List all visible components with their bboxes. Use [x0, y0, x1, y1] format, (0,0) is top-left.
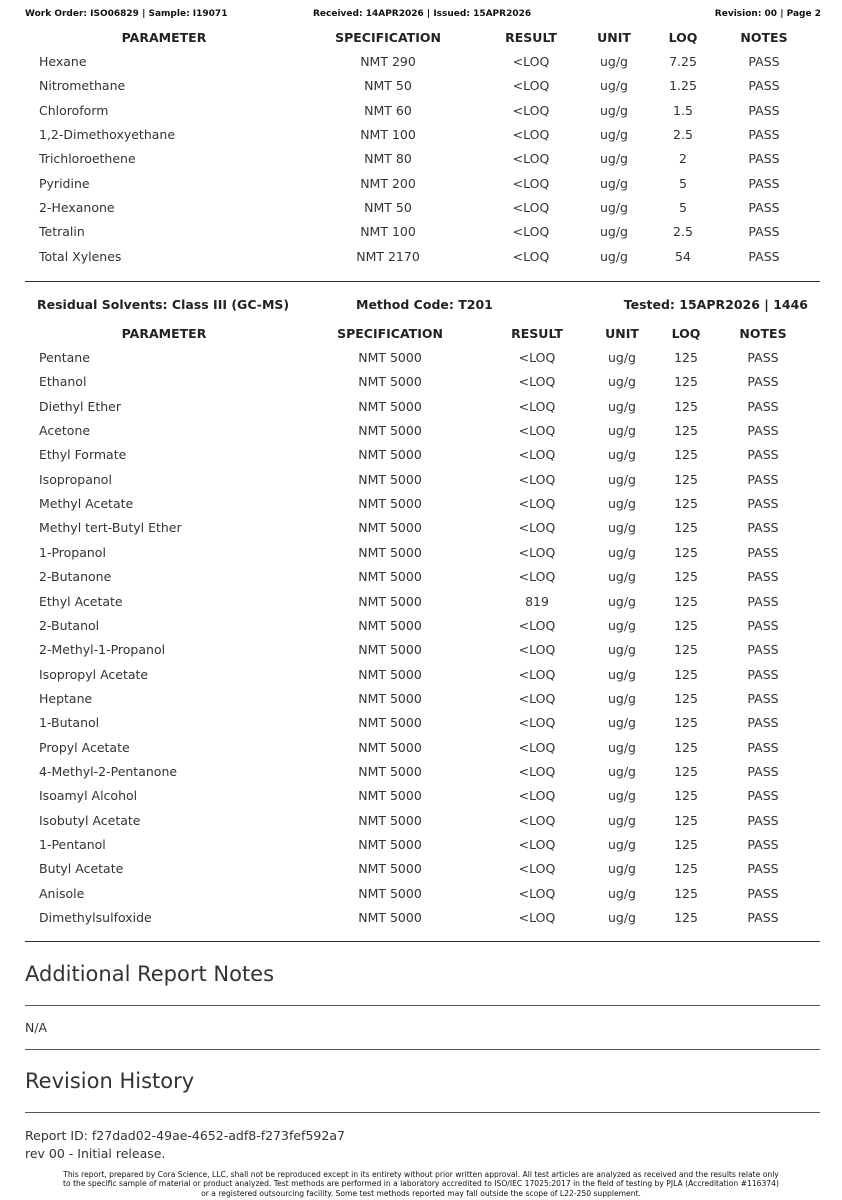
notes-body: N/A	[25, 1020, 48, 1035]
specification-cell: NMT 5000	[358, 910, 422, 926]
loq-cell: 125	[674, 593, 698, 609]
method-code: Method Code: T201	[356, 297, 493, 312]
unit-cell: ug/g	[599, 175, 629, 191]
loq-cell: 1.5	[673, 102, 693, 118]
parameter-cell: Chloroform	[39, 102, 109, 118]
parameter-cell: Ethyl Acetate	[39, 593, 123, 609]
notes-cell: PASS	[747, 447, 779, 463]
col-parameter: PARAMETER	[121, 30, 207, 45]
result-cell: <LOQ	[518, 544, 556, 560]
loq-cell: 5	[679, 175, 687, 191]
parameter-cell: 1-Propanol	[39, 544, 106, 560]
table-row	[0, 496, 842, 516]
loq-cell: 125	[674, 763, 698, 779]
unit-cell: ug/g	[607, 520, 637, 536]
notes-cell: PASS	[747, 715, 779, 731]
specification-cell: NMT 5000	[358, 861, 422, 877]
table-row	[0, 200, 842, 220]
specification-cell: NMT 5000	[358, 350, 422, 365]
loq-cell: 125	[674, 350, 698, 365]
unit-cell: ug/g	[599, 224, 629, 240]
table-row	[0, 127, 842, 147]
loq-cell: 54	[675, 248, 691, 264]
result-cell: 819	[525, 593, 549, 609]
parameter-cell: Isobutyl Acetate	[39, 812, 141, 828]
unit-cell: ug/g	[607, 642, 637, 658]
table-row	[0, 423, 842, 443]
specification-cell: NMT 80	[364, 151, 412, 167]
notes-cell: PASS	[747, 423, 779, 439]
parameter-cell: 2-Methyl-1-Propanol	[39, 642, 166, 658]
specification-cell: NMT 100	[360, 224, 416, 240]
parameter-cell: 2-Hexanone	[39, 200, 115, 216]
notes-cell: PASS	[747, 617, 779, 633]
table-row	[0, 691, 842, 711]
unit-cell: ug/g	[607, 788, 637, 804]
parameter-cell: Hexane	[39, 54, 87, 69]
unit-cell: ug/g	[607, 715, 637, 731]
specification-cell: NMT 5000	[358, 885, 422, 901]
unit-cell: ug/g	[607, 837, 637, 852]
loq-cell: 125	[674, 569, 698, 585]
col-parameter: PARAMETER	[121, 326, 207, 341]
result-cell: <LOQ	[518, 520, 556, 536]
unit-cell: ug/g	[607, 617, 637, 633]
unit-cell: ug/g	[607, 666, 637, 682]
parameter-cell: Total Xylenes	[39, 248, 122, 264]
loq-cell: 125	[674, 423, 698, 439]
loq-cell: 125	[674, 861, 698, 877]
loq-cell: 125	[674, 520, 698, 536]
parameter-cell: Pyridine	[39, 175, 90, 191]
parameter-cell: Anisole	[39, 885, 85, 901]
table-row	[0, 886, 842, 906]
result-cell: <LOQ	[512, 151, 550, 167]
unit-cell: ug/g	[607, 569, 637, 585]
result-cell: <LOQ	[518, 496, 556, 512]
loq-cell: 125	[674, 374, 698, 390]
result-cell: <LOQ	[518, 885, 556, 901]
table-row	[0, 861, 842, 881]
parameter-cell: Isopropanol	[39, 471, 112, 487]
parameter-cell: 1-Butanol	[39, 715, 100, 731]
unit-cell: ug/g	[599, 248, 629, 264]
notes-cell: PASS	[747, 666, 779, 682]
parameter-cell: Heptane	[39, 690, 93, 706]
table-row	[0, 667, 842, 687]
parameter-cell: Methyl Acetate	[39, 496, 134, 512]
notes-cell: PASS	[747, 520, 779, 536]
parameter-cell: Ethanol	[39, 374, 87, 390]
table-row	[0, 447, 842, 467]
notes-cell: PASS	[747, 350, 779, 365]
notes-cell: PASS	[747, 593, 779, 609]
notes-cell: PASS	[747, 812, 779, 828]
unit-cell: ug/g	[607, 350, 637, 365]
notes-cell: PASS	[748, 224, 780, 240]
unit-cell: ug/g	[599, 78, 629, 94]
result-cell: <LOQ	[512, 224, 550, 240]
result-cell: <LOQ	[518, 666, 556, 682]
table-row	[0, 715, 842, 735]
parameter-cell: Isoamyl Alcohol	[39, 788, 138, 804]
result-cell: <LOQ	[518, 910, 556, 926]
unit-cell: ug/g	[607, 910, 637, 926]
table-row	[0, 618, 842, 638]
col-specification: SPECIFICATION	[335, 30, 441, 45]
specification-cell: NMT 2170	[356, 248, 420, 264]
legal-footer	[20, 1170, 822, 1198]
notes-cell: PASS	[747, 398, 779, 414]
specification-cell: NMT 5000	[358, 788, 422, 804]
parameter-cell: Trichloroethene	[39, 151, 136, 167]
parameter-cell: Nitromethane	[39, 78, 126, 94]
parameter-cell: 1-Pentanol	[39, 837, 106, 852]
notes-cell: PASS	[748, 200, 780, 216]
specification-cell: NMT 5000	[358, 471, 422, 487]
col-result: RESULT	[505, 30, 557, 45]
notes-cell: PASS	[747, 471, 779, 487]
parameter-cell: Tetralin	[39, 224, 85, 240]
col-loq: LOQ	[668, 30, 698, 45]
unit-cell: ug/g	[607, 593, 637, 609]
revision-divider	[25, 1112, 820, 1113]
unit-cell: ug/g	[607, 812, 637, 828]
result-cell: <LOQ	[518, 374, 556, 390]
table-row	[0, 224, 842, 244]
specification-cell: NMT 5000	[358, 617, 422, 633]
notes-cell: PASS	[747, 690, 779, 706]
notes-cell: PASS	[748, 78, 780, 94]
parameter-cell: Isopropyl Acetate	[39, 666, 149, 682]
table-row	[0, 545, 842, 565]
unit-cell: ug/g	[607, 544, 637, 560]
specification-cell: NMT 5000	[358, 837, 422, 852]
parameter-cell: Propyl Acetate	[39, 739, 130, 755]
loq-cell: 125	[674, 617, 698, 633]
parameter-cell: 4-Methyl-2-Pentanone	[39, 763, 178, 779]
section-divider	[25, 281, 820, 282]
parameter-cell: Methyl tert-Butyl Ether	[39, 520, 182, 536]
notes-cell: PASS	[747, 569, 779, 585]
unit-cell: ug/g	[599, 102, 629, 118]
loq-cell: 125	[674, 788, 698, 804]
notes-cell: PASS	[747, 885, 779, 901]
result-cell: <LOQ	[518, 423, 556, 439]
notes-cell: PASS	[747, 861, 779, 877]
notes-cell: PASS	[747, 788, 779, 804]
table-row	[0, 350, 842, 370]
specification-cell: NMT 200	[360, 175, 416, 191]
dates-header: Received: 14APR2026 | Issued: 15APR2026	[313, 9, 532, 19]
notes-cell: PASS	[747, 763, 779, 779]
loq-cell: 125	[674, 642, 698, 658]
notes-cell: PASS	[747, 544, 779, 560]
table-row	[0, 594, 842, 614]
result-cell: <LOQ	[512, 248, 550, 264]
loq-cell: 2.5	[673, 224, 693, 240]
tested-date: Tested: 15APR2026 | 1446	[623, 297, 808, 312]
notes-cell: PASS	[748, 175, 780, 191]
specification-cell: NMT 5000	[358, 763, 422, 779]
specification-cell: NMT 50	[364, 200, 412, 216]
notes-cell: PASS	[747, 739, 779, 755]
specification-cell: NMT 5000	[358, 496, 422, 512]
specification-cell: NMT 5000	[358, 739, 422, 755]
unit-cell: ug/g	[607, 423, 637, 439]
parameter-cell: Diethyl Ether	[39, 398, 122, 414]
specification-cell: NMT 5000	[358, 544, 422, 560]
unit-cell: ug/g	[607, 885, 637, 901]
result-cell: <LOQ	[518, 398, 556, 414]
table-row	[0, 374, 842, 394]
result-cell: <LOQ	[518, 350, 556, 365]
specification-cell: NMT 5000	[358, 666, 422, 682]
notes-cell: PASS	[748, 102, 780, 118]
parameter-cell: Dimethylsulfoxide	[39, 910, 152, 926]
unit-cell: ug/g	[607, 739, 637, 755]
specification-cell: NMT 100	[360, 127, 416, 143]
result-cell: <LOQ	[512, 200, 550, 216]
specification-cell: NMT 5000	[358, 423, 422, 439]
footer-line: to the specific sample of material or product analyzed. Test methods are performed in a laboratory accredited to ISO/IEC 17025:2017 in the field of testing by PJLA (Accreditation #116374)	[63, 1179, 779, 1189]
loq-cell: 7.25	[669, 54, 697, 69]
unit-cell: ug/g	[607, 447, 637, 463]
table-row	[0, 399, 842, 419]
footer-line: This report, prepared by Cora Science, LLC, shall not be reproduced except in its entirety without prior written approval. All test articles are analyzed as received and the results relate only	[63, 1170, 779, 1179]
unit-cell: ug/g	[599, 54, 629, 69]
specification-cell: NMT 5000	[358, 642, 422, 658]
specification-cell: NMT 5000	[358, 520, 422, 536]
specification-cell: NMT 5000	[358, 447, 422, 463]
result-cell: <LOQ	[518, 788, 556, 804]
loq-cell: 2	[679, 151, 687, 167]
specification-cell: NMT 5000	[358, 398, 422, 414]
result-cell: <LOQ	[518, 763, 556, 779]
result-cell: <LOQ	[512, 54, 550, 69]
col-notes: NOTES	[739, 326, 787, 341]
parameter-cell: Ethyl Formate	[39, 447, 127, 463]
notes-cell: PASS	[748, 151, 780, 167]
result-cell: <LOQ	[512, 78, 550, 94]
notes-cell: PASS	[747, 910, 779, 926]
loq-cell: 125	[674, 471, 698, 487]
notes-cell: PASS	[747, 374, 779, 390]
table-header-class2	[0, 30, 842, 48]
notes-cell: PASS	[747, 642, 779, 658]
table-row	[0, 740, 842, 760]
col-result: RESULT	[511, 326, 563, 341]
table-row	[0, 788, 842, 808]
table-row	[0, 520, 842, 540]
revision-heading: Revision History	[25, 1069, 195, 1093]
result-cell: <LOQ	[512, 175, 550, 191]
table-row	[0, 249, 842, 269]
result-cell: <LOQ	[518, 861, 556, 877]
parameter-cell: Acetone	[39, 423, 91, 439]
loq-cell: 125	[674, 715, 698, 731]
loq-cell: 5	[679, 200, 687, 216]
notes-divider	[25, 1005, 820, 1006]
result-cell: <LOQ	[512, 102, 550, 118]
loq-cell: 125	[674, 885, 698, 901]
col-unit: UNIT	[605, 326, 639, 341]
result-cell: <LOQ	[518, 837, 556, 852]
loq-cell: 125	[674, 447, 698, 463]
revision-page-header: Revision: 00 | Page 2	[714, 9, 821, 19]
parameter-cell: 1,2-Dimethoxyethane	[39, 127, 176, 143]
notes-cell: PASS	[747, 496, 779, 512]
report-id: Report ID: f27dad02-49ae-4652-adf8-f273fef592a7	[25, 1128, 345, 1143]
result-cell: <LOQ	[518, 812, 556, 828]
unit-cell: ug/g	[607, 763, 637, 779]
result-cell: <LOQ	[518, 617, 556, 633]
table-row	[0, 54, 842, 74]
loq-cell: 125	[674, 910, 698, 926]
work-order-header: Work Order: ISO06829 | Sample: I19071	[25, 9, 228, 19]
result-cell: <LOQ	[512, 127, 550, 143]
specification-cell: NMT 5000	[358, 593, 422, 609]
result-cell: <LOQ	[518, 471, 556, 487]
section-divider	[25, 941, 820, 942]
col-notes: NOTES	[740, 30, 788, 45]
specification-cell: NMT 5000	[358, 715, 422, 731]
result-cell: <LOQ	[518, 715, 556, 731]
loq-cell: 125	[674, 398, 698, 414]
loq-cell: 125	[674, 544, 698, 560]
unit-cell: ug/g	[599, 151, 629, 167]
table-row	[0, 642, 842, 662]
specification-cell: NMT 5000	[358, 569, 422, 585]
table-row	[0, 569, 842, 589]
result-cell: <LOQ	[518, 569, 556, 585]
specification-cell: NMT 50	[364, 78, 412, 94]
notes-cell: PASS	[747, 837, 779, 852]
loq-cell: 1.25	[669, 78, 697, 94]
unit-cell: ug/g	[599, 127, 629, 143]
table-row	[0, 472, 842, 492]
specification-cell: NMT 290	[360, 54, 416, 69]
table-row	[0, 78, 842, 98]
table-row	[0, 837, 842, 857]
result-cell: <LOQ	[518, 739, 556, 755]
loq-cell: 125	[674, 837, 698, 852]
unit-cell: ug/g	[607, 374, 637, 390]
loq-cell: 125	[674, 812, 698, 828]
revision-entry: rev 00 - Initial release.	[25, 1146, 166, 1161]
section-title: Residual Solvents: Class III (GC-MS)	[37, 297, 290, 312]
specification-cell: NMT 5000	[358, 690, 422, 706]
col-unit: UNIT	[597, 30, 631, 45]
table-row	[0, 103, 842, 123]
notes-cell: PASS	[748, 54, 780, 69]
loq-cell: 125	[674, 690, 698, 706]
parameter-cell: 2-Butanone	[39, 569, 112, 585]
table-row	[0, 813, 842, 833]
specification-cell: NMT 60	[364, 102, 412, 118]
col-loq: LOQ	[671, 326, 701, 341]
footer-line: or a registered outsourcing facility. Some test methods reported may fall outside the scope of L22-250 supplement.	[201, 1188, 641, 1198]
unit-cell: ug/g	[607, 861, 637, 877]
parameter-cell: 2-Butanol	[39, 617, 100, 633]
table-row	[0, 910, 842, 930]
specification-cell: NMT 5000	[358, 374, 422, 390]
notes-cell: PASS	[748, 127, 780, 143]
col-specification: SPECIFICATION	[337, 326, 443, 341]
parameter-cell: Pentane	[39, 350, 90, 365]
notes-heading: Additional Report Notes	[25, 962, 275, 986]
unit-cell: ug/g	[607, 398, 637, 414]
table-row	[0, 176, 842, 196]
loq-cell: 125	[674, 496, 698, 512]
table-row	[0, 764, 842, 784]
notes-divider	[25, 1049, 820, 1050]
parameter-cell: Butyl Acetate	[39, 861, 124, 877]
unit-cell: ug/g	[607, 496, 637, 512]
specification-cell: NMT 5000	[358, 812, 422, 828]
result-cell: <LOQ	[518, 690, 556, 706]
loq-cell: 125	[674, 739, 698, 755]
table-header-class3	[0, 326, 842, 344]
notes-cell: PASS	[748, 248, 780, 264]
unit-cell: ug/g	[607, 690, 637, 706]
loq-cell: 2.5	[673, 127, 693, 143]
unit-cell: ug/g	[599, 200, 629, 216]
result-cell: <LOQ	[518, 642, 556, 658]
table-row	[0, 151, 842, 171]
result-cell: <LOQ	[518, 447, 556, 463]
unit-cell: ug/g	[607, 471, 637, 487]
loq-cell: 125	[674, 666, 698, 682]
